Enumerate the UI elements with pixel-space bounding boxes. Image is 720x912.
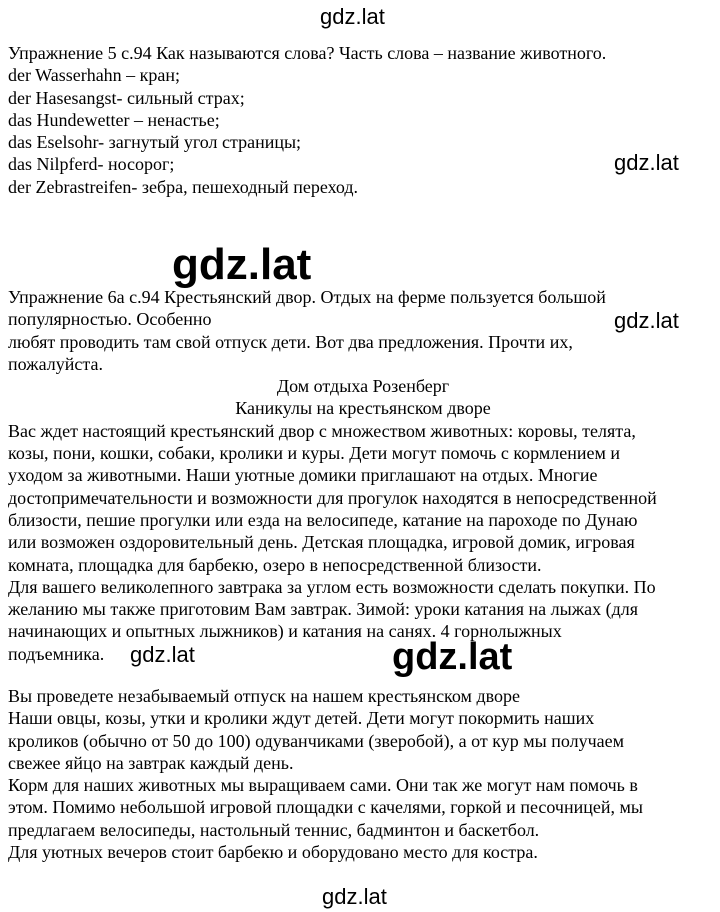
exercise-5-item: das Nilpferd- носорог; [8, 154, 175, 175]
paragraph-line: этом. Помимо небольшой игровой площадки с качелями, горкой и песочницей, мы [8, 797, 643, 818]
exercise-5 [8, 42, 718, 198]
paragraph-line: начинающих и опытных лыжников) и катания на санях. 4 горнолыжных [8, 621, 562, 642]
watermark-top: gdz.lat [320, 4, 385, 29]
exercise-5-item: das Eselsohr- загнутый угол страницы; [8, 132, 302, 153]
watermark-bottom: gdz.lat [322, 884, 387, 909]
exercise-5-item: der Wasserhahn – кран; [8, 65, 181, 86]
exercise-6-offer-2 [8, 685, 718, 863]
paragraph-line: Вас ждет настоящий крестьянский двор с множеством животных: коровы, телята, [8, 420, 636, 441]
paragraph-line: Наши овцы, козы, утки и кролики ждут детей. Дети могут покормить наших [8, 708, 595, 729]
paragraph-line: близости, пешие прогулки или езда на велосипеде, катание на пароходе по Дунаю [8, 509, 638, 530]
paragraph-line: Вы проведете незабываемый отпуск на нашем крестьянском дворе [8, 686, 520, 706]
paragraph-line: козы, пони, кошки, собаки, кролики и куры. Дети могут помочь с кормлением и [8, 443, 621, 464]
exercise-6-title: Дом отдыха Розенберг [276, 376, 450, 397]
paragraph-line: свежее яйцо на завтрак каждый день. [8, 752, 294, 773]
exercise-6-subtitle: Каникулы на крестьянском дворе [235, 398, 491, 419]
paragraph-line: или возможен оздоровительный день. Детская площадка, игровой домик, игровая [8, 532, 635, 553]
paragraph-line: достопримечательности и возможности для прогулок находятся в непосредственной [8, 487, 657, 508]
paragraph-line: подъемника. [8, 643, 105, 664]
paragraph-line: кроликов (обычно от 50 до 100) одуванчиками (зверобой), а от кур мы получаем [8, 730, 625, 751]
exercise-6-intro-line: Упражнение 6а с.94 Крестьянский двор. Отдых на ферме пользуется большой [8, 287, 606, 307]
paragraph-line: комната, площадка для барбекю, озеро в непосредственной близости. [8, 554, 542, 575]
paragraph-line: желанию мы также приготовим Вам завтрак. Зимой: уроки катания на лыжах (для [8, 599, 639, 620]
watermark-right-2: gdz.lat [614, 308, 679, 333]
exercise-5-item: der Hasesangst- сильный страх; [8, 87, 245, 108]
paragraph-line: Для уютных вечеров стоит барбекю и оборудовано место для костра. [8, 842, 538, 863]
exercise-6-intro [8, 286, 718, 665]
paragraph-line: уходом за животными. Наши уютные домики приглашают на отдых. Многие [8, 465, 598, 486]
paragraph-line: предлагаем велосипеды, настольный теннис, бадминтон и баскетбол. [8, 819, 540, 840]
exercise-5-item: das Hundewetter – ненастье; [8, 109, 220, 130]
exercise-6-intro-line: любят проводить там свой отпуск дети. Вот два предложения. Прочти их, [8, 331, 573, 352]
exercise-6-intro-line: пожалуйста. [8, 353, 103, 374]
paragraph-line: Для вашего великолепного завтрака за углом есть возможности сделать покупки. По [8, 576, 656, 597]
watermark-mid-small: gdz.lat [130, 642, 195, 667]
watermark-big-2: gdz.lat [392, 636, 513, 678]
watermark-right-1: gdz.lat [614, 150, 679, 175]
exercise-6-intro-line: популярностью. Особенно [8, 309, 212, 330]
exercise-5-item: der Zebrastreifen- зебра, пешеходный переход. [8, 176, 359, 197]
paragraph-line: Корм для наших животных мы выращиваем сами. Они так же могут нам помочь в [8, 775, 638, 796]
watermark-big-1: gdz.lat [172, 240, 312, 289]
exercise-5-heading: Упражнение 5 с.94 Как называются слова? Часть слова – название животного. [8, 43, 607, 63]
